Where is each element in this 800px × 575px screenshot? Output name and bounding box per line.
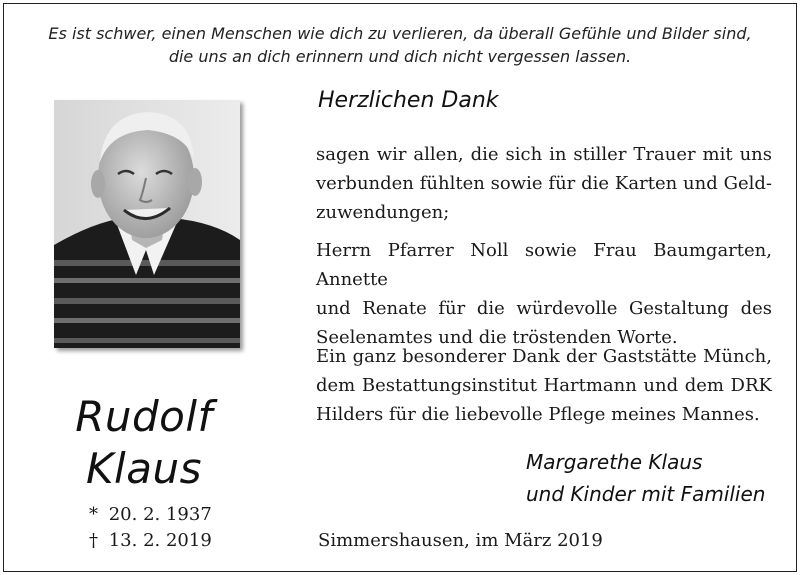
paragraph-line: sagen wir allen, die sich in stiller Trauer mit uns [316,144,772,165]
thanks-paragraph-3 [316,342,772,429]
birth-symbol: * [89,504,98,525]
signer-name: Margarethe Klaus [526,450,703,474]
thanks-title: Herzlichen Dank [318,88,499,113]
paragraph-line: Ein ganz besonderer Dank der Gaststätte Münch, [316,346,772,367]
life-dates [89,502,212,554]
signer-family: und Kinder mit Familien [526,482,766,506]
paragraph-line: zuwendungen; [316,202,450,223]
place-and-date: Simmershausen, im März 2019 [318,530,603,551]
paragraph-line: Herrn Pfarrer Noll sowie Frau Baumgarten, Annette [316,240,772,290]
birth-date-row [89,502,212,528]
deceased-first-name: Rudolf [75,392,213,441]
motto-line-2: die uns an dich erinnern und dich nicht vergessen lassen. [168,47,632,66]
motto-line-1: Es ist schwer, einen Menschen wie dich zu verlieren, da überall Gefühle und Bilder sind, [48,24,752,43]
paragraph-line: verbunden fühlten sowie für die Karten und Geld- [316,173,772,194]
paragraph-line: und Renate für die würdevolle Gestaltung des [316,298,772,319]
death-date-row [89,528,212,554]
cross-symbol: † [89,530,98,551]
motto-quote [4,22,796,68]
signers-block [526,446,765,510]
thanks-paragraph-1 [316,140,772,227]
paragraph-line: Hilders für die liebevolle Pflege meines Mannes. [316,404,760,425]
thanks-paragraph-2 [316,236,772,352]
portrait-photo [54,100,240,348]
portrait-image [54,100,240,348]
birth-date: 20. 2. 1937 [108,504,212,525]
paragraph-line: dem Bestattungsinstitut Hartmann und dem DRK [316,375,772,396]
paragraph-line: Seelenamtes und die tröstenden Worte. [316,327,678,348]
obituary-card [3,3,797,572]
death-date: 13. 2. 2019 [108,530,212,551]
deceased-last-name: Klaus [86,444,202,493]
